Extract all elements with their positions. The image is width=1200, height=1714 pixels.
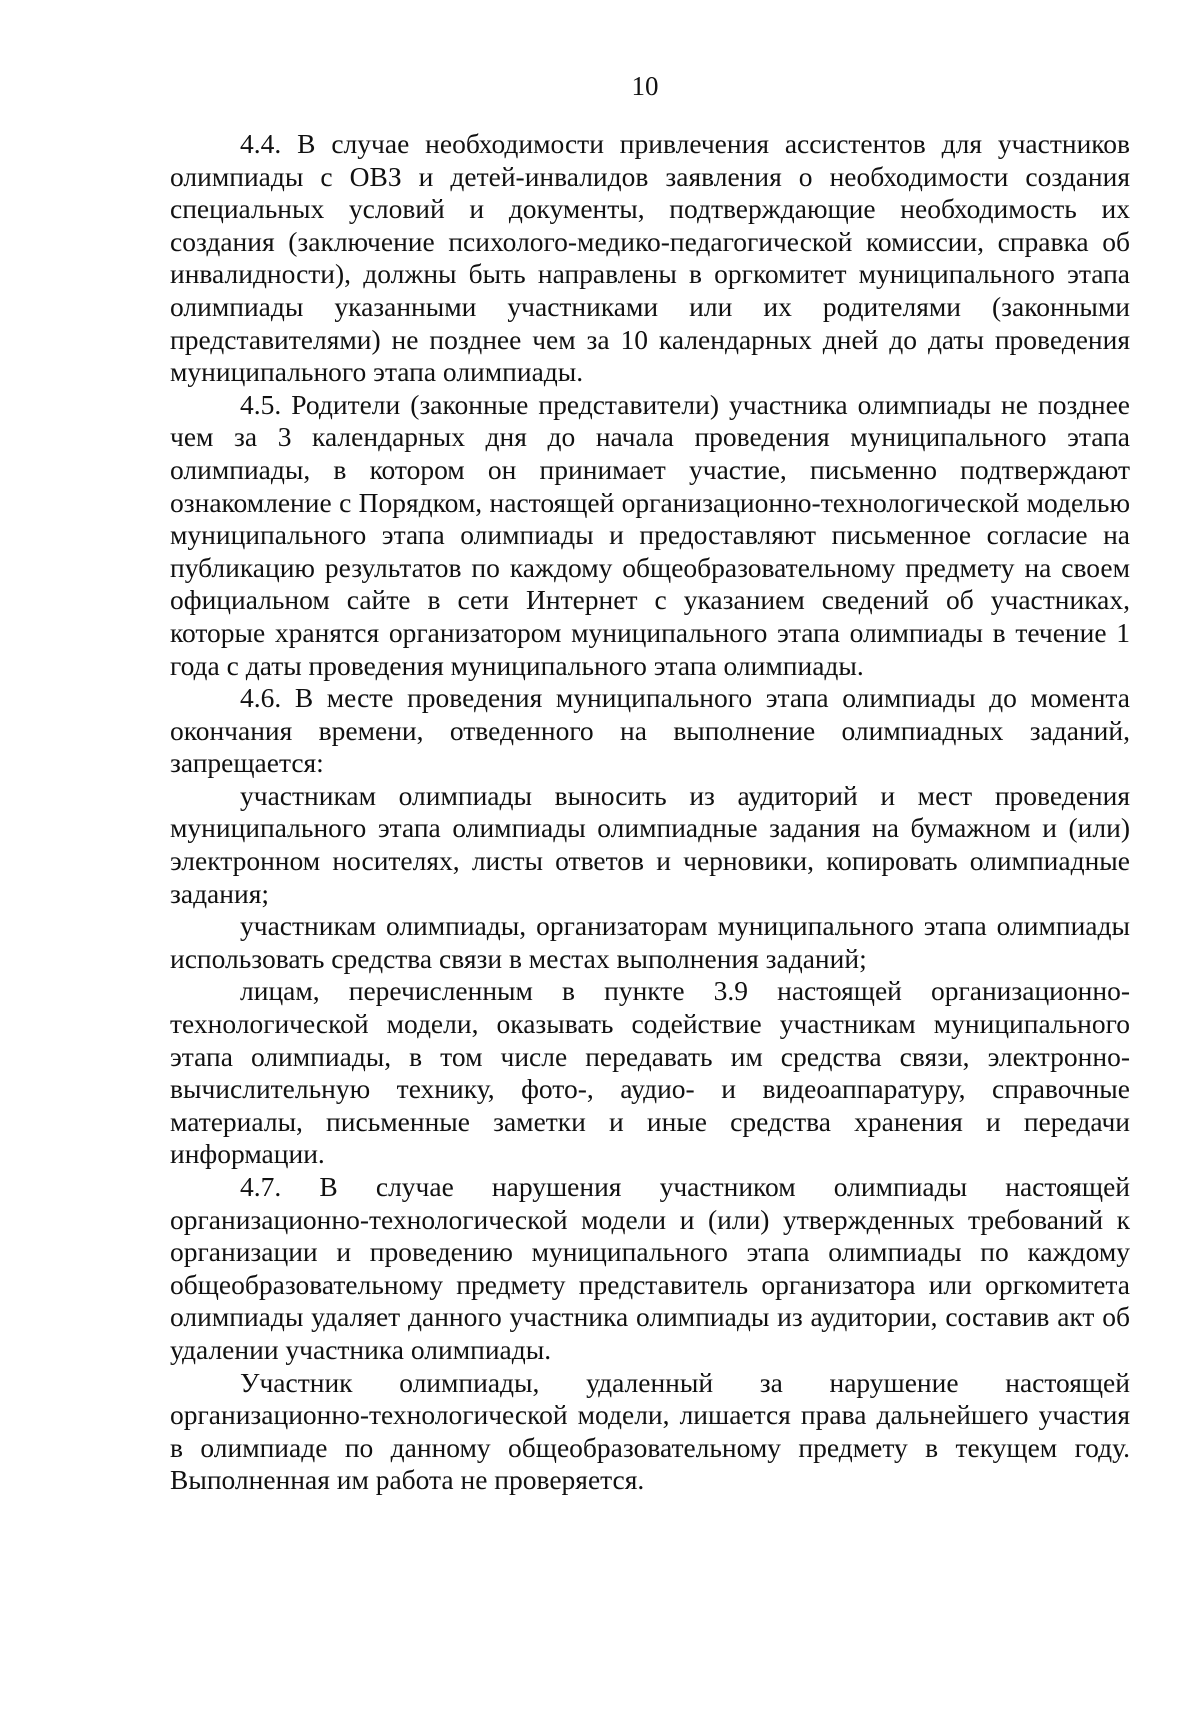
- paragraph-4-5: 4.5. Родители (законные представители) участника олимпиады не позднее чем за 3 календарных дня до начала проведения муниципального этапа олимпиады, в котором он принимает участие, письменно подтверждают ознакомление с Порядком, настоящей организационно-технологической моделью муниципального этапа олимпиады и предоставляют письменное согласие на публикацию результатов по каждому общеобразовательному предмету на своем официальном сайте в сети Интернет с указанием сведений об участниках, которые хранятся организатором муниципального этапа олимпиады в течение 1 года с даты проведения муниципального этапа олимпиады.: [170, 388, 1130, 681]
- paragraph-4-6: 4.6. В месте проведения муниципального этапа олимпиады до момента окончания времени, отведенного на выполнение олимпиадных заданий, запрещается:: [170, 682, 1130, 779]
- paragraph-4-7: 4.7. В случае нарушения участником олимпиады настоящей организационно-технологической модели и (или) утвержденных требований к организации и проведению муниципального этапа олимпиады по каждому общеобразовательному предмету представитель организатора или оргкомитета олимпиады удаляет данного участника олимпиады из аудитории, составив акт об удалении участника олимпиады.: [170, 1171, 1130, 1365]
- paragraph-4-6-item-3: лицам, перечисленным в пункте 3.9 настоящей организационно-технологической модели, оказывать содействие участникам муниципального этапа олимпиады, в том числе передавать им средства связи, электронно-вычислительную технику, фото-, аудио- и видеоаппаратуру, справочные материалы, письменные заметки и иные средства хранения и передачи информации.: [170, 975, 1130, 1170]
- page-number: 10: [631, 71, 659, 101]
- document-body: [170, 128, 1130, 1497]
- paragraph-4-7-continuation: Участник олимпиады, удаленный за нарушение настоящей организационно-технологической модели, лишается права дальнейшего участия в олимпиаде по данному общеобразовательному предмету в текущем году. Выполненная им работа не проверяется.: [170, 1366, 1130, 1496]
- paragraph-4-6-item-1: участникам олимпиады выносить из аудиторий и мест проведения муниципального этапа олимпиады олимпиадные задания на бумажном и (или) электронном носителях, листы ответов и черновики, копировать олимпиадные задания;: [170, 779, 1130, 909]
- paragraph-4-4: 4.4. В случае необходимости привлечения ассистентов для участников олимпиады с ОВЗ и детей-инвалидов заявления о необходимости создания специальных условий и документы, подтверждающие необходимость их создания (заключение психолого-медико-педагогической комиссии, справка об инвалидности), должны быть направлены в оргкомитет муниципального этапа олимпиады указанными участниками или их родителями (законными представителями) не позднее чем за 10 календарных дней до даты проведения муниципального этапа олимпиады.: [170, 128, 1130, 388]
- paragraph-4-6-item-2: участникам олимпиады, организаторам муниципального этапа олимпиады использовать средства связи в местах выполнения заданий;: [170, 910, 1130, 974]
